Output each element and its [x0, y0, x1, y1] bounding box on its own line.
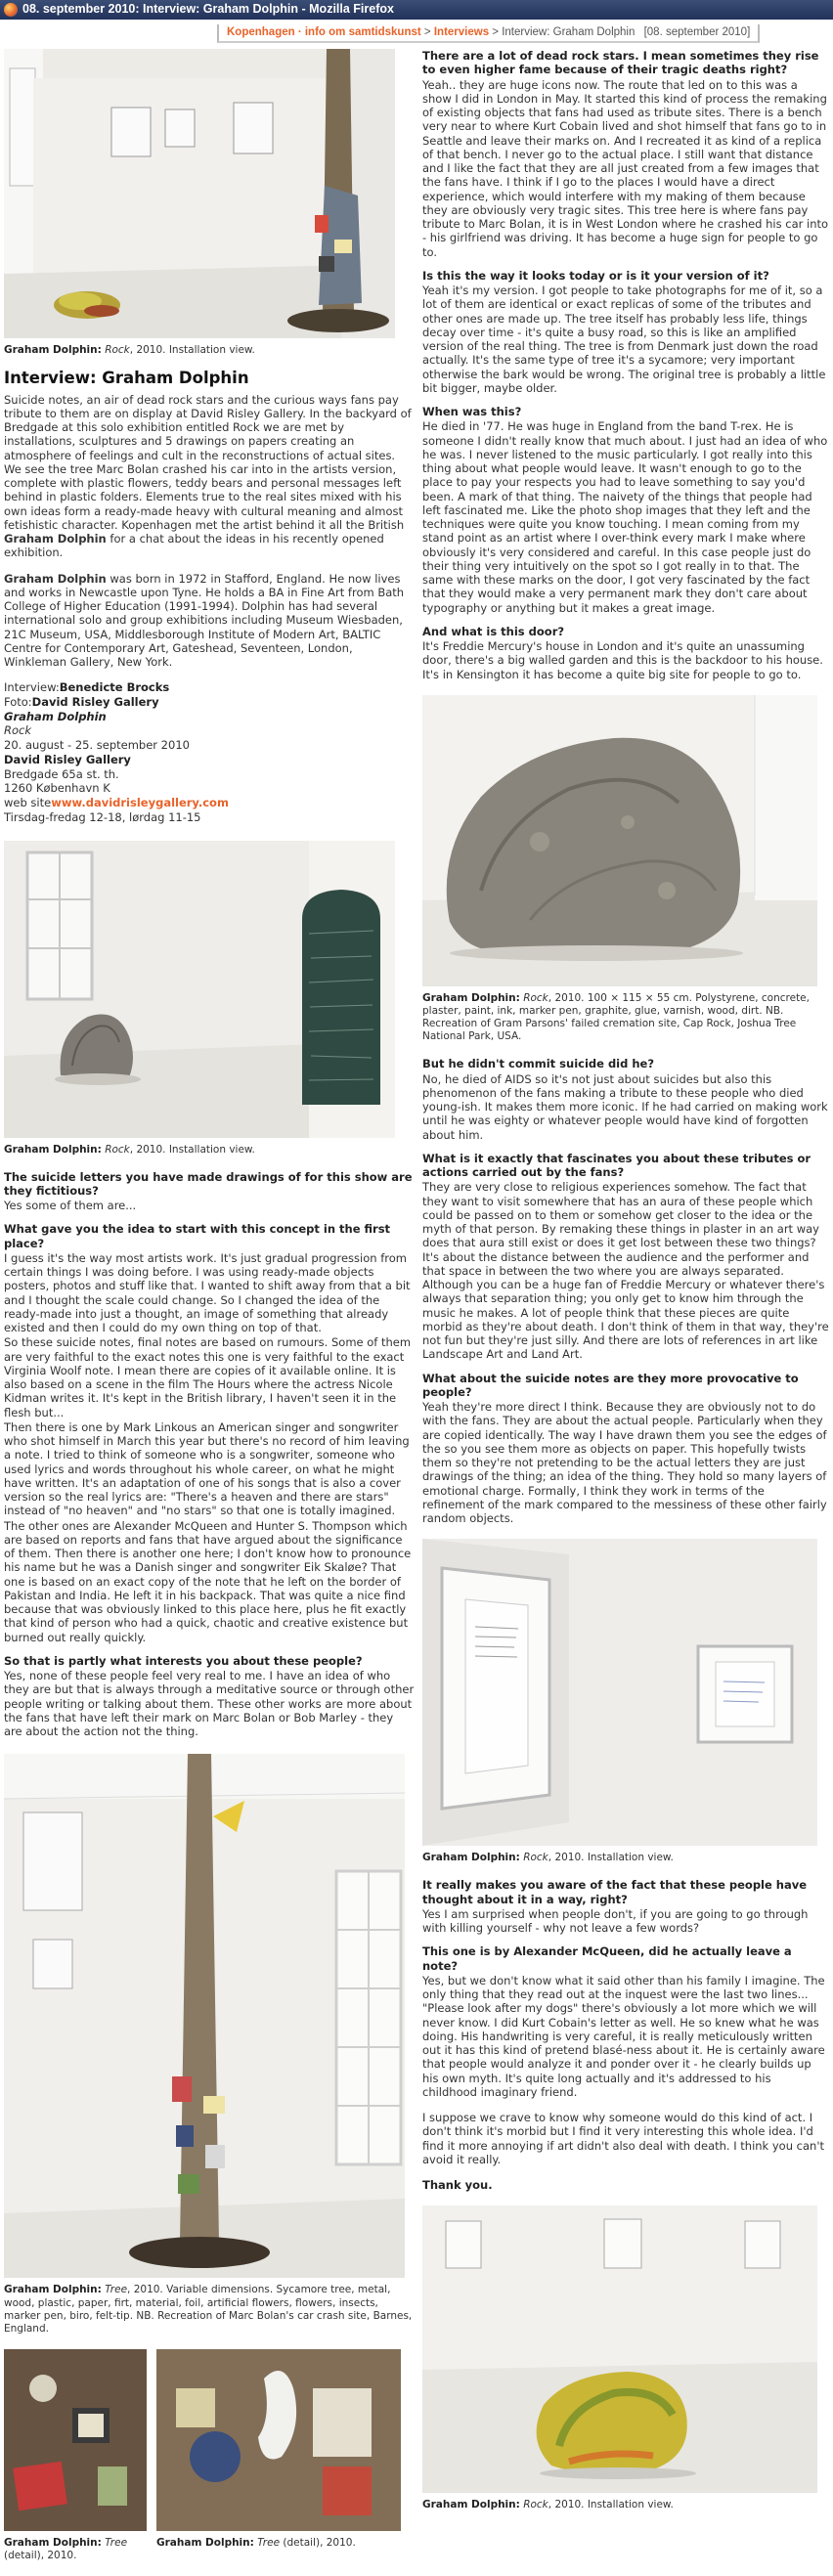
- interview-question: When was this?: [422, 405, 522, 418]
- exhibition-dates: 20. august - 25. september 2010: [4, 738, 190, 753]
- caption-text: , 2010. 100 × 115 × 55 cm. Polystyrene, concrete, plaster, paint, ink, marker pen, graphite, glue, varnish, wood, dirt. NB. Recreation of Gram Parsons' failed cremation site, Cap Rock, Joshua Tree National Park, USA.: [422, 991, 810, 1043]
- caption-artist: Graham Dolphin:: [156, 2536, 254, 2549]
- detail-photos-row: [4, 2349, 415, 2576]
- interview-answer: Yes I am surprised when people don't, if you are going to go through with killing yourself - why not leave a few words?: [422, 1906, 809, 1936]
- caption-artist: Graham Dolphin:: [4, 2536, 102, 2549]
- interview-answer: Yeah they're more direct I think. Because they are obviously not to do with the fans. They are about the actual people. Particularly when they are copied identically. The way I have drawn them you see the edges of the so you see them more as objects on paper. This hopefully twists them so they're not pretending to be the actual letters they are just drawings of the thing; an idea of the thing. They hold so many layers of emotional charge. Formally, I think they work in terms of the refinement of the mark compared to the messiness of these other fairly random objects.: [422, 1400, 827, 1525]
- caption-text: , 2010. Installation view.: [129, 1143, 255, 1156]
- breadcrumb-separator: >: [423, 26, 431, 38]
- interview-answer: Yes some of them are...: [4, 1199, 137, 1213]
- photo-caption: [422, 1852, 829, 1864]
- qa-item: [422, 1372, 829, 1526]
- interview-question: There are a lot of dead rock stars. I mean sometimes they rise to even higher fame because of their tragic deaths right?: [422, 49, 819, 77]
- photo-caption: [4, 2284, 415, 2336]
- interview-answer: It's Freddie Mercury's house in London and it's quite an unassuming door, there's a big walled garden and this is the backdoor to his house. It's in Kensington it has become a quite big site for people to go to.: [422, 639, 823, 681]
- right-column: [422, 49, 829, 2512]
- photo-caption: [422, 2499, 829, 2511]
- photo-tree-detail-2[interactable]: [156, 2349, 401, 2531]
- caption-artist: Graham Dolphin:: [4, 2284, 102, 2296]
- label: web site: [4, 796, 52, 810]
- caption-title: Rock: [523, 2499, 548, 2511]
- intro-artist-name: Graham Dolphin: [4, 532, 107, 546]
- interview-question: What is it exactly that fascinates you about these tributes or actions carried out by the fans?: [422, 1151, 811, 1179]
- interview-question: The suicide letters you have made drawings of for this show are they fictitious?: [4, 1169, 413, 1198]
- interview-answer: He died in '77. He was huge in England from the band T-rex. He is someone I didn't really know that much about. I just had an idea of who he was. I never listened to the music particularly. I got really into this thing about what people would leave. It wasn't enough to go to the place to pay your respects you had to leave something to say you'd been. A mark of that thing. The naivety of the things that people had left fascinated me. Like the photo shop images that they left and the techniques were quite you know touching. I mean coming from my stand point as an artist where I over-think every mark I make where obviously it's very considered and careful. In this case people just do their thing very intuitively on the spot so I got really in to that. The same with these marks on the door, I got very fascinated by the fact that they would make a very permanent mark they don't care about typography or anything but it makes a great image.: [422, 419, 828, 615]
- caption-text: , 2010. Variable dimensions. Sycamore tree, metal, wood, plastic, paper, firt, material, foil, artificial flowers, flowers, insects, marker pen, biro, felt-tip. NB. Recreation of Marc Bolan's car crash site, Barnes, England.: [4, 2284, 413, 2335]
- interviewer-name: Benedicte Brocks: [59, 680, 170, 695]
- photo-rock-installation-3[interactable]: [422, 2205, 817, 2493]
- breadcrumb-current: Interview: Graham Dolphin: [502, 26, 636, 38]
- caption-text: (detail), 2010.: [4, 2550, 77, 2562]
- qa-item: [422, 625, 829, 681]
- label: Foto:: [4, 695, 32, 710]
- address-line-2: 1260 København K: [4, 781, 110, 796]
- interview-question: This one is by Alexander McQueen, did he actually leave a note?: [422, 1944, 792, 1973]
- caption-title: Rock: [523, 1852, 548, 1864]
- exhibition-artist: [4, 710, 415, 724]
- photo-tree-detail-1[interactable]: [4, 2349, 147, 2531]
- artist-name: Graham Dolphin: [4, 709, 107, 723]
- interview-answer: No, he died of AIDS so it's not just about suicides but also this phenomenon of the fans making a tribute to these people who died young-ish. It makes them more iconic. If he had carried on making work until he was eighty or whatever people would have kind of forgotten about him.: [422, 1071, 828, 1142]
- interview-question: What about the suicide notes are they more provocative to people?: [422, 1371, 799, 1399]
- gallery-website-link[interactable]: www.davidrisleygallery.com: [51, 796, 229, 810]
- window-titlebar: [0, 0, 833, 20]
- breadcrumb-home-link[interactable]: Kopenhagen · info om samtidskunst: [227, 26, 421, 38]
- qa-section-left: [4, 1170, 415, 1739]
- interview-answer: The other ones are Alexander McQueen and Hunter S. Thompson which are based on reports and fans that have argued about the significance of them. Then there is another one here; I don't know how to pronounce his name but he was a Danish singer and songwriter Eik Skaløe? That one is based on an exact copy of the note that he left on the border of Pakistan and India. He left it in his backpack. That was quite a nice find because that was obviously linked to this place here, plus he fit exactly that kind of person who had a quick, chaotic and creative existence but burned out really quickly.: [4, 1518, 412, 1644]
- caption-title: Tree: [257, 2536, 281, 2549]
- caption-title: Rock: [523, 991, 548, 1004]
- interview-question: Is this the way it looks today or is it your version of it?: [422, 268, 769, 283]
- caption-title: Tree: [105, 2284, 128, 2296]
- gallery-name: [4, 753, 415, 767]
- qa-item: [422, 1152, 829, 1362]
- caption-title: Tree: [105, 2536, 128, 2549]
- photo-caption: [4, 1144, 415, 1157]
- interview-answer: Yes, but we don't know what it said other than his family I imagine. The only thing that they read out at the inquest were the last two lines... "Please look after my dogs" there's obviously a lot more which we will never know. I did Kurt Cobain's letter as well. He so knew what he was doing. His handwriting is very careful, it is really meticulously written out it has this kind of pretend blasé-ness about it. He is certainly aware that people would analyze it and ponder over it - he clearly builds up his own myth. It's quite long actually and it's addressed to his childhood imaginary friend.: [422, 1973, 825, 2099]
- interview-answer: Yeah it's my version. I got people to take photographs for me of it, so a lot of them are identical or exact replicas of some of the tributes and other ones are made up. The tree itself has probably less life, things decay over time - it's quite a busy road, so this is like an amplified version of the real thing. The tree is from Denmark just down the road actually. It's the same type of tree it's a sycamore; very important otherwise the bark would be wrong. The original tree is probably a little bit bigger, maybe older.: [422, 284, 826, 395]
- qa-item: [4, 1170, 415, 1213]
- caption-artist: Graham Dolphin:: [4, 1143, 102, 1156]
- interview-answer: I suppose we crave to know why someone would do this kind of act. I don't think it's morbid but I find it very interesting this whole idea. I'd find it more annoying if art didn't also deal with death. I think you can't avoid it really.: [422, 2111, 824, 2166]
- photo-caption: [4, 344, 415, 357]
- breadcrumb-date: [08. september 2010]: [643, 26, 751, 38]
- qa-section-right-bottom: [422, 1878, 829, 2192]
- interview-answer: They are very close to religious experiences somehow. The fact that they want to visit somewhere that has an aura of these people which could be passed on to them or somehow get closer to the idea or the myth of that person. By remaking these things in plaster in an art way does that aura still exist or does it get lost between these two things? It's about the distance between the audience and the performer and that space in between the two where you are always separated. Although you can be a huge fan of Freddie Mercury or whatever there's always that separation thing; you only get to know him through the music he makes. A lot of people think that these pieces are quite morbid as they're about death. I don't think of them in that way, they're not fun but they're just silly. And there are lots of references in art like Landscape Art and Land Art.: [422, 1180, 829, 1362]
- caption-title: Rock: [105, 344, 130, 356]
- closing-line: Thank you.: [422, 2178, 493, 2193]
- intro-text-end: for a chat about the ideas in his recently opened exhibition.: [4, 532, 384, 560]
- address-line-1: Bredgade 65a st. th.: [4, 766, 119, 781]
- interview-answer: So these suicide notes, final notes are based on rumours. Some of them are very faithful to the exact notes this one is very faithful to the exact Virginia Woolf note. I mean there are copies of it available online. It is also based on a scene in the film The Hours where the actress Nicole Kidman writes it. It's kept in the British library, I haven't seen it in the flesh but...: [4, 1335, 412, 1419]
- website: [4, 796, 415, 810]
- firefox-icon: [4, 3, 18, 17]
- qa-item: [422, 1878, 829, 1935]
- interview-answer: Then there is one by Mark Linkous an American singer and songwriter who shot himself in March this year but there's no record of him leaving a note. I tried to think of someone who is a songwriter, someone who used lyrics and words throughout his whole career, on what he might have written. It's an adaptation of one of his songs that is also a cover version so the real lyrics are: "There's a heaven and there are stars" instead of "no heaven" and "no stars" so that one is totally imagined.: [4, 1419, 410, 1518]
- photo-rock-installation-2[interactable]: [4, 841, 395, 1138]
- caption-artist: Graham Dolphin:: [422, 2499, 520, 2511]
- left-column: [4, 49, 415, 2576]
- interview-question: It really makes you aware of the fact that these people have thought about it in a way, right?: [422, 1878, 808, 1906]
- photo-caption: [156, 2537, 401, 2550]
- credit-photo: [4, 695, 415, 710]
- caption-text: , 2010. Installation view.: [548, 1852, 674, 1864]
- qa-item: [422, 1057, 829, 1142]
- photo-framed-drawings[interactable]: [422, 1539, 817, 1846]
- interview-answer: Yes, none of these people feel very real to me. I have an idea of who they are but that is always through a meditative source or through other people writing or talking about them. These other works are more about the fans that have left their mark on Marc Bolan or Bob Marley - they are about the action not the thing.: [4, 1669, 415, 1739]
- photo-rock-installation-1[interactable]: [4, 49, 395, 338]
- photo-tree-installation[interactable]: [4, 1754, 405, 2278]
- caption-text: , 2010. Installation view.: [129, 344, 255, 356]
- interview-question: So that is partly what interests you about these people?: [4, 1653, 363, 1668]
- breadcrumb-separator: >: [492, 26, 500, 38]
- credit-interview: [4, 680, 415, 695]
- article-heading: Interview: Graham Dolphin: [4, 369, 249, 388]
- opening-hours: Tirsdag-fredag 12-18, lørdag 11-15: [4, 809, 201, 824]
- bio-paragraph: [4, 572, 415, 670]
- breadcrumb: [217, 24, 760, 43]
- photo-credit-name: David Risley Gallery: [31, 695, 159, 710]
- caption-artist: Graham Dolphin:: [422, 991, 520, 1004]
- qa-item: [4, 1654, 415, 1739]
- qa-item: [422, 49, 829, 259]
- gallery: David Risley Gallery: [4, 752, 131, 766]
- qa-section-right-top: [422, 49, 829, 681]
- interview-question: What gave you the idea to start with this concept in the first place?: [4, 1222, 391, 1250]
- photo-rock-sculpture[interactable]: [422, 695, 817, 986]
- photo-caption: [4, 2537, 151, 2562]
- window-title: 08. september 2010: Interview: Graham Dolphin - Mozilla Firefox: [22, 2, 394, 17]
- caption-title: Rock: [105, 1143, 130, 1156]
- caption-text: (detail), 2010.: [280, 2536, 356, 2549]
- breadcrumb-interviews-link[interactable]: Interviews: [433, 26, 490, 38]
- caption-artist: Graham Dolphin:: [422, 1852, 520, 1864]
- interview-question: But he didn't commit suicide did he?: [422, 1057, 655, 1071]
- interview-question: And what is this door?: [422, 624, 565, 638]
- qa-section-right-mid: [422, 1057, 829, 1525]
- qa-item: [4, 1222, 415, 1644]
- photo-caption: [422, 992, 829, 1044]
- bio-artist-name: Graham Dolphin: [4, 571, 107, 586]
- interview-answer: I guess it's the way most artists work. It's just gradual progression from certain things I was doing before. I was using ready-made objects posters, photos and stuff like that. I wanted to shift away from that a bit and I thought the scale could change. So I changed the idea of the ready-made into just a thought, an image of something that already existed and then I could do my own thing on top of that.: [4, 1250, 411, 1335]
- intro-text: Suicide notes, an air of dead rock stars and the curious ways fans pay tribute to them are on display at David Risley Gallery. In the backyard of Bredgade at this solo exhibition entitled Rock we are met by installations, sculptures and 5 drawings on papers creating an atmosphere of feelings and cult in the reconstructions of actual sites. We see the tree Marc Bolan crashed his car into in the artists version, complete with plastic flowers, teddy bears and personal messages left behind in plastic folders. Elements true to the real sites mixed with his own ideas form a ready-made heavy with cultural meaning and almost fetishistic character. Kopenhagen met the artist behind it all the British: [4, 392, 412, 532]
- label: Interview:: [4, 680, 60, 695]
- navbar: [0, 20, 833, 47]
- interview-answer: Yeah.. they are huge icons now. The route that led on to this was a show I did in London in May. It started this kind of process the remaking of existing objects that fans had used as tribute sites. There is a bench very near to where Kurt Cobain lived and shot himself that fans go to in Seattle and leave their marks on. And I recreated it as kind of a replica of that bench. I never go to the actual place. I still want that distance and I like the fact that they are all just created from a few images that the fans have. I think if I go to the places I would have a direct experience, which would interfere with my making of them because they are obviously very tragic sites. This tree here is where fans pay tribute to Marc Bolan, it is in West London where he crashed his car into - his girlfriend was driving. It has become a huge sign for people to go to.: [422, 77, 829, 259]
- caption-artist: Graham Dolphin:: [4, 344, 102, 356]
- intro-paragraph: [4, 393, 415, 560]
- qa-item: [422, 269, 829, 395]
- qa-item: [422, 405, 829, 615]
- title: Rock: [4, 723, 32, 738]
- exhibition-info: [4, 680, 415, 824]
- qa-item: [422, 1944, 829, 2166]
- caption-text: , 2010. Installation view.: [548, 2499, 674, 2511]
- bio-text: was born in 1972 in Stafford, England. He now lives and works in Newcastle upon Tyne. He holds a BA in Fine Art from Bath College of Higher Education (1991-1994). Dolphin has had several international solo and group exhibitions including Museum Wiesbaden, 21C Museum, USA, Middlesborough Institute of Modern Art, BALTIC Centre for Contemporary Art, Gateshead, Seventeen, London, Winkleman Gallery, New York.: [4, 571, 405, 670]
- exhibition-title: [4, 723, 415, 738]
